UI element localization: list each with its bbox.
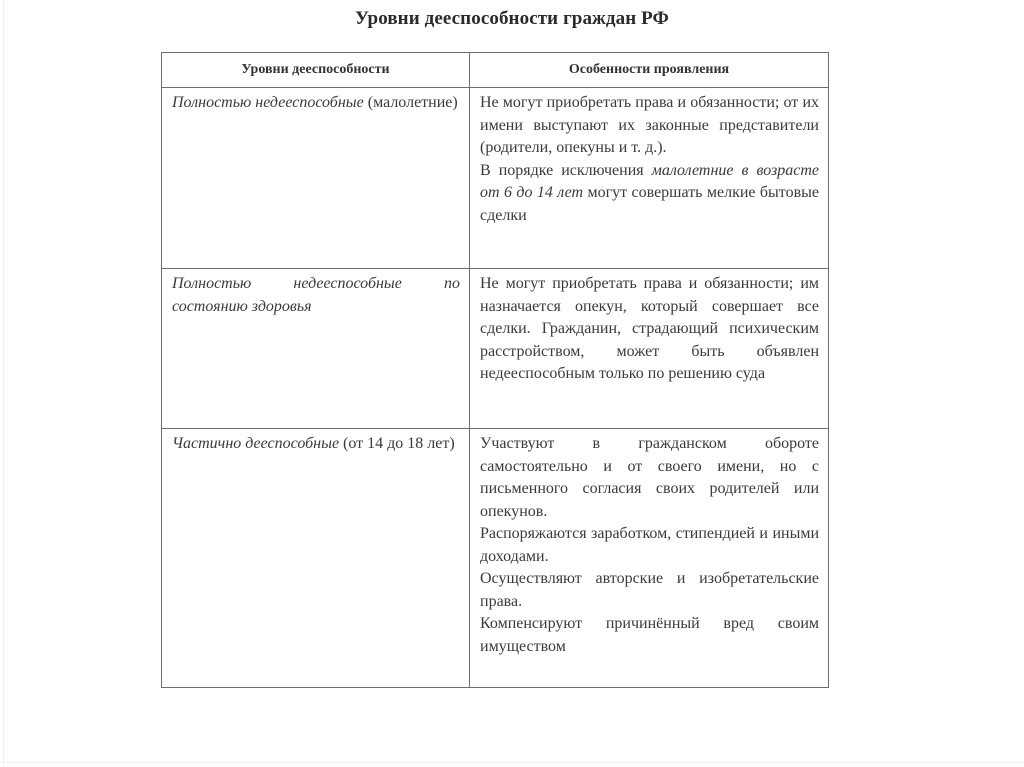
column-header-levels: Уровни дееспособности	[162, 53, 470, 88]
table-row	[162, 88, 829, 269]
feature-emphasis: малолетние в возрасте от 6 до 14 лет	[480, 161, 819, 201]
feature-text: могут совершать мелкие бытовые сделки	[480, 184, 819, 224]
table-header-row	[162, 53, 829, 88]
level-note: (от 14 до 18 лет)	[339, 435, 455, 452]
feature-paragraph: Участвуют в гражданском обороте самостоятельно и от своего имени, но с письменного согласия своих родителей или опекунов.	[480, 435, 819, 520]
feature-text: В порядке исключения	[480, 161, 652, 179]
feature-paragraph	[480, 160, 819, 228]
document-title: Уровни дееспособности граждан РФ	[355, 8, 669, 29]
feature-paragraph: Распоряжаются заработком, стипендией и иными доходами.	[480, 525, 819, 565]
feature-paragraph: Не могут приобретать права и обязанности; от их имени выступают их законные представители (родители, опекуны и т. д.).	[480, 94, 819, 156]
features-cell	[470, 88, 829, 269]
level-cell	[162, 429, 470, 688]
level-note: (малолетние)	[367, 94, 458, 111]
features-cell	[470, 429, 829, 688]
level-cell	[162, 269, 470, 429]
feature-paragraph: Не могут приобретать права и обязанности; им назначается опекун, который совершает все сделки. Гражданин, страдающий психическим расстройством, может быть объявлен недееспособным только по решению суда	[480, 275, 819, 382]
capacity-levels-table	[161, 52, 829, 688]
level-name: Полностью недееспособные	[172, 94, 364, 111]
feature-paragraph: Осуществляют авторские и изобретательские права.	[480, 570, 819, 610]
features-cell	[470, 269, 829, 429]
level-name: Частично дееспособные	[172, 435, 340, 452]
page-edge	[0, 762, 1024, 763]
level-name: Полностью недееспособные по состоянию здоровья	[172, 275, 460, 315]
table-row	[162, 429, 829, 688]
column-header-features: Особенности проявления	[470, 53, 829, 88]
table-row	[162, 269, 829, 429]
level-cell	[162, 88, 470, 269]
feature-paragraph: Компенсируют причинённый вред своим имуществом	[480, 615, 819, 655]
page-edge	[3, 0, 4, 767]
